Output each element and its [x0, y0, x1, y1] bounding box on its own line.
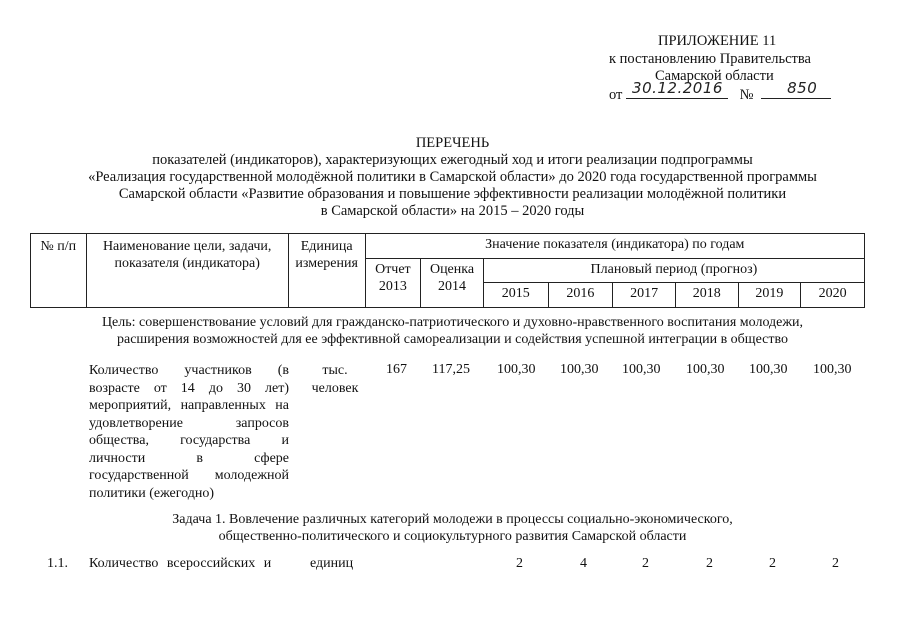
list-title: ПЕРЕЧЕНЬ [415, 135, 490, 151]
heading-line-4: в Самарской области» на 2015 – 2020 годы [320, 203, 585, 219]
task-line-2: общественно-политического и социокультурного развития Самарской области [218, 529, 687, 544]
row1-value-2013: 167 [386, 362, 407, 377]
row2-value-2019: 2 [769, 556, 776, 571]
row1-value-2015: 100,30 [497, 362, 536, 377]
row2-value-2015: 2 [516, 556, 523, 571]
row2-value-2020: 2 [832, 556, 839, 571]
header-num: № п/п [31, 234, 87, 308]
header-year-2020: 2020 [801, 283, 865, 308]
heading-line-2: «Реализация государственной молодёжной политики в Самарской области» до 2020 года государственной программы [88, 169, 817, 185]
row1-value-2017: 100,30 [622, 362, 661, 377]
header-year-2018: 2018 [675, 283, 738, 308]
heading-line-1: показателей (индикаторов), характеризующих ежегодный ход и итоги реализации подпрограммы [152, 152, 753, 168]
header-year-2016: 2016 [548, 283, 613, 308]
row1-value-2018: 100,30 [686, 362, 725, 377]
row1-value-2020: 100,30 [813, 362, 852, 377]
row2-value-2018: 2 [706, 556, 713, 571]
header-year-2017: 2017 [613, 283, 676, 308]
header-name: Наименование цели, задачи, показателя (индикатора) [86, 234, 288, 308]
heading-line-3: Самарской области «Развитие образования и повышение эффективности реализации молодёжной политики [118, 186, 787, 202]
header-report-2013: Отчет 2013 [365, 258, 421, 307]
row2-num: 1.1. [47, 556, 68, 571]
handwritten-number: 850 [787, 79, 818, 97]
row2-unit: единиц [310, 556, 354, 571]
row1-value-2019: 100,30 [749, 362, 788, 377]
header-plan-period: Плановый период (прогноз) [483, 258, 864, 283]
row1-value-2016: 100,30 [560, 362, 599, 377]
annex-decree-line: к постановлению Правительства [609, 51, 811, 67]
task-line-1: Задача 1. Вовлечение различных категорий молодежи в процессы социально-экономического, [172, 512, 733, 527]
number-label: № [739, 87, 754, 103]
number-underline [761, 79, 831, 99]
annex-title: ПРИЛОЖЕНИЕ 11 [658, 33, 777, 49]
indicator-table-header [30, 233, 865, 308]
goal-line-2: расширения возможностей для ее эффективной самореализации и содействия успешной интеграции в общество [117, 332, 788, 347]
row2-indicator-name: Количество всероссийских и [89, 556, 272, 571]
header-year-2019: 2019 [738, 283, 801, 308]
annex-region-line: Самарской области [655, 68, 774, 84]
header-values: Значение показателя (индикатора) по годам [365, 234, 864, 259]
row1-value-2014: 117,25 [432, 362, 470, 377]
row2-value-2016: 4 [580, 556, 587, 571]
handwritten-date: 30.12.2016 [632, 79, 723, 97]
header-year-2015: 2015 [483, 283, 548, 308]
header-estimate-2014: Оценка 2014 [421, 258, 484, 307]
row2-value-2017: 2 [642, 556, 649, 571]
goal-line-1: Цель: совершенствование условий для гражданско-патриотического и духовно-нравственного воспитания молодежи, [101, 315, 804, 330]
date-underline [626, 79, 728, 99]
row1-indicator-name: Количество участников (в возрасте от 14 до 30 лет) мероприятий, направленных на удовлетворение запросов общества, государства и личности в сфере государственной молодежной политики (ежегодно) [89, 363, 289, 501]
header-unit: Единица измерения [288, 234, 365, 308]
annex-date-line [609, 79, 831, 104]
from-label: от [609, 87, 623, 103]
row1-unit: тыс. человек [311, 363, 359, 396]
